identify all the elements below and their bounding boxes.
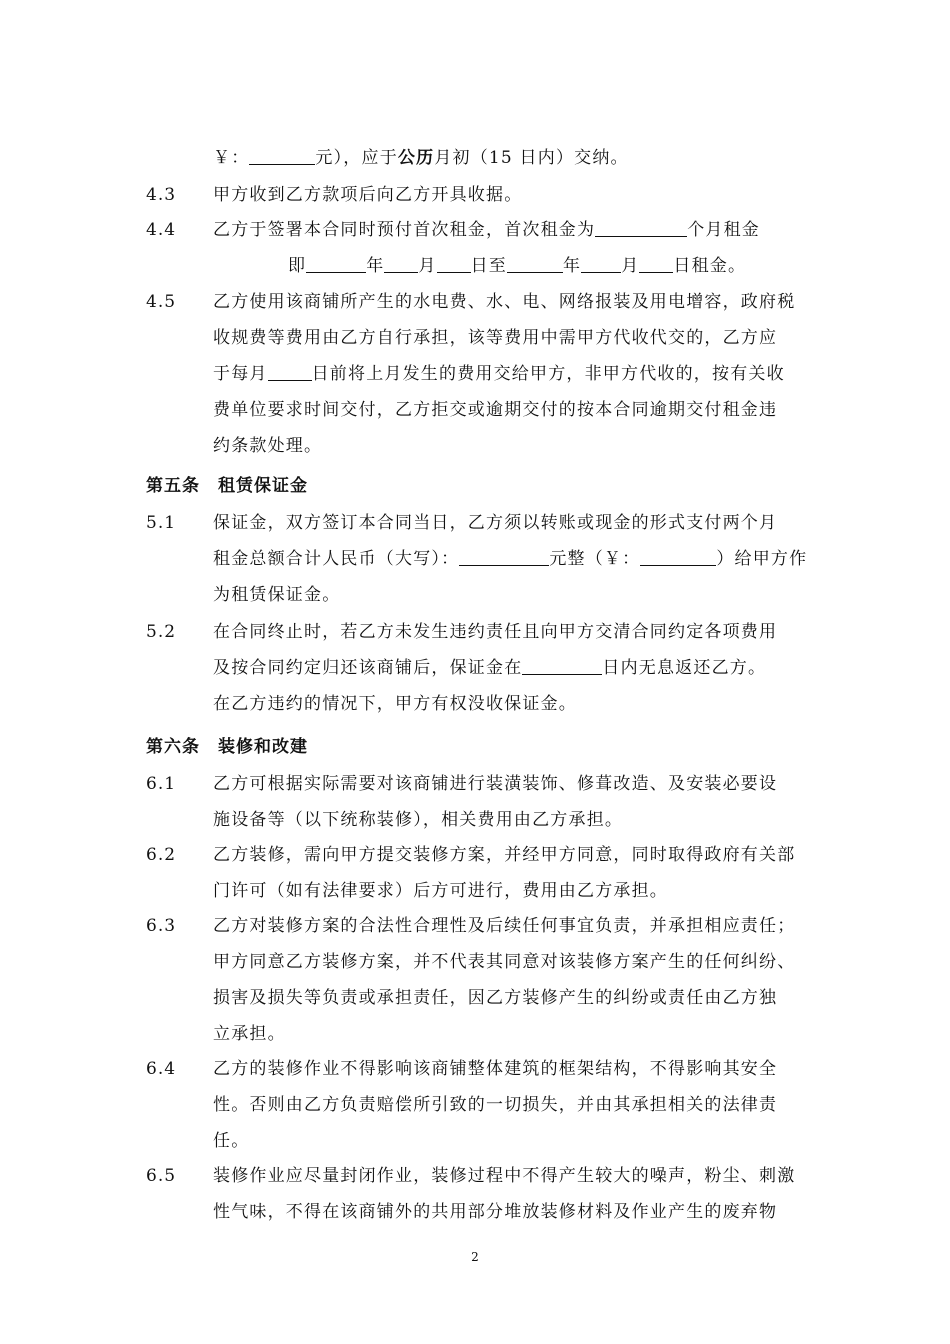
clause-number: 5.1 [146,513,177,533]
clause-number: 4.4 [146,220,177,240]
paragraph-line: 性。否则由乙方负责赔偿所引致的一切损失，并由其承担相关的法律责 [213,1095,778,1115]
page-number: 2 [471,1250,479,1264]
paragraph-line: 保证金，双方签订本合同当日，乙方须以转账或现金的形式支付两个月 [213,513,778,533]
clause-number: 5.2 [146,622,177,642]
paragraph-line: 于每月 日前将上月发生的费用交给甲方，非甲方代收的，按有关收 [213,364,785,384]
paragraph-line: 在合同终止时，若乙方未发生违约责任且向甲方交清合同约定各项费用 [213,622,778,642]
paragraph-line: 乙方使用该商铺所产生的水电费、水、电、网络报装及用电增容，政府税 [213,292,796,312]
paragraph-line: 损害及损失等负责或承担责任，因乙方装修产生的纠纷或责任由乙方独 [213,988,778,1008]
paragraph-line: 收规费等费用由乙方自行承担，该等费用中需甲方代收代交的，乙方应 [213,328,778,348]
clause-number: 6.3 [146,916,177,936]
clause-number: 4.3 [146,185,177,205]
fill-blank [522,656,602,675]
paragraph-line: 乙方对装修方案的合法性合理性及后续任何事宜负责，并承担相应责任； [213,916,796,936]
paragraph-line: 约条款处理。 [213,436,323,456]
fill-blank [459,547,549,566]
fill-blank [639,254,673,273]
clause-number: 6.2 [146,845,177,865]
paragraph-line: 乙方可根据实际需要对该商铺进行装潢装饰、修葺改造、及安装必要设 [213,774,778,794]
paragraph-line: 为租赁保证金。 [213,585,341,605]
fill-blank [268,362,312,381]
section-heading: 第六条 装修和改建 [146,737,308,757]
paragraph-line: 租金总额合计人民币（大写）： 元整（￥： ）给甲方作 [213,549,808,569]
fill-blank [437,254,471,273]
paragraph-line: 乙方于签署本合同时预付首次租金，首次租金为 个月租金 [213,220,761,240]
paragraph-line: 门许可（如有法律要求）后方可进行，费用由乙方承担。 [213,881,668,901]
paragraph-line: 性气味，不得在该商铺外的共用部分堆放装修材料及作业产生的废弃物 [213,1202,778,1222]
paragraph-line: 立承担。 [213,1024,286,1044]
paragraph-line: 甲方收到乙方款项后向乙方开具收据。 [213,185,523,205]
clause-number: 6.4 [146,1059,177,1079]
fill-blank [507,254,563,273]
paragraph-line: 费单位要求时间交付，乙方拒交或逾期交付的按本合同逾期交付租金违 [213,400,778,420]
fill-blank [384,254,418,273]
paragraph-line: 装修作业应尽量封闭作业，装修过程中不得产生较大的噪声，粉尘、刺激 [213,1166,796,1186]
fill-blank [249,146,315,165]
fill-blank [640,547,716,566]
fill-blank [581,254,621,273]
clause-number: 6.5 [146,1166,177,1186]
clause-number: 6.1 [146,774,177,794]
clause-number: 4.5 [146,292,177,312]
fill-blank [306,254,366,273]
paragraph-line: 及按合同约定归还该商铺后，保证金在 日内无息返还乙方。 [213,658,767,678]
paragraph-line: 即 年 月 日至 年 月 日租金。 [288,256,747,276]
section-heading: 第五条 租赁保证金 [146,476,308,496]
fill-blank [595,218,687,237]
paragraph-line: 乙方的装修作业不得影响该商铺整体建筑的框架结构，不得影响其安全 [213,1059,778,1079]
paragraph-line: 施设备等（以下统称装修），相关费用由乙方承担。 [213,810,624,830]
paragraph-line: 甲方同意乙方装修方案，并不代表其同意对该装修方案产生的任何纠纷、 [213,952,796,972]
paragraph-line: 任。 [213,1131,250,1151]
paragraph-line: ￥： 元），应于公历月初（15 日内）交纳。 [213,148,629,168]
paragraph-line: 在乙方违约的情况下，甲方有权没收保证金。 [213,694,577,714]
paragraph-line: 乙方装修，需向甲方提交装修方案，并经甲方同意，同时取得政府有关部 [213,845,796,865]
